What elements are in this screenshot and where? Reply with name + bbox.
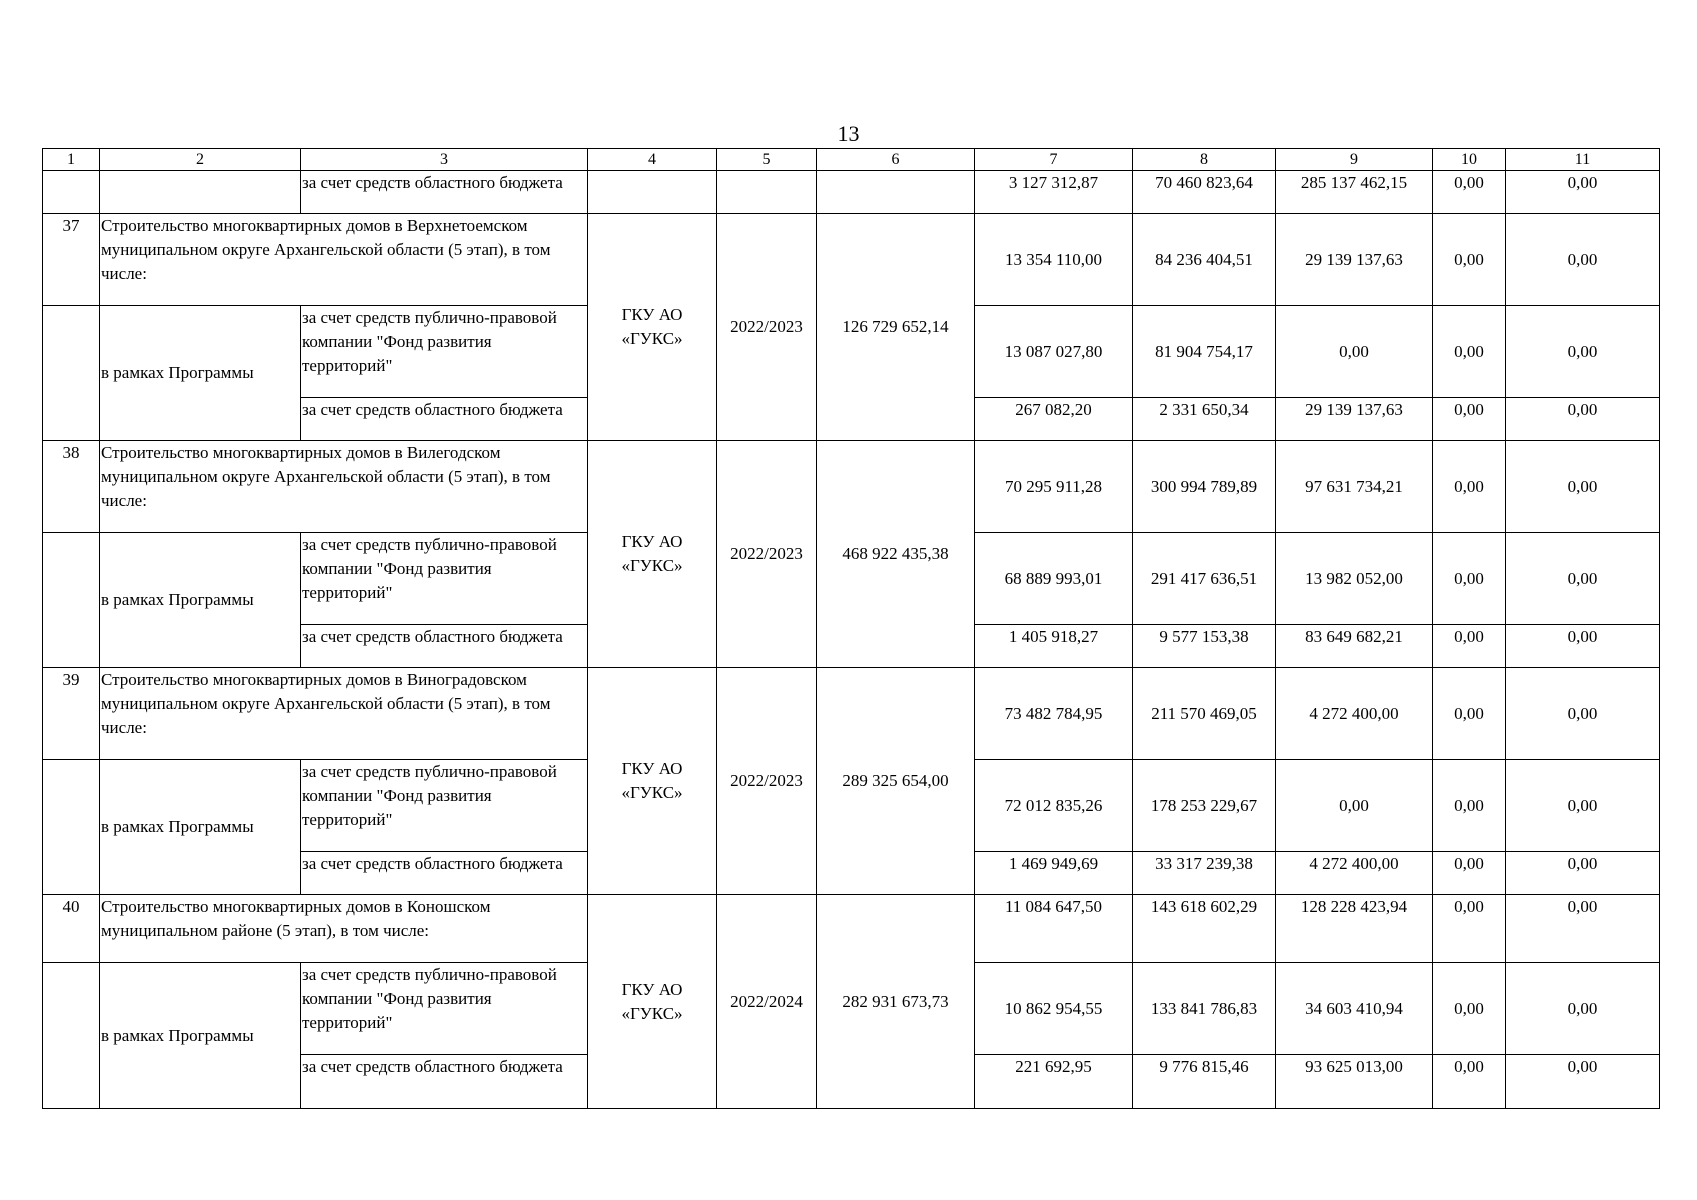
- amount-cell: 0,00: [1506, 441, 1660, 533]
- amount-cell: 0,00: [1433, 441, 1506, 533]
- amount-cell: 0,00: [1433, 852, 1506, 895]
- amount-cell: 0,00: [1276, 760, 1433, 852]
- empty-cell: [817, 171, 975, 214]
- amount-cell: 84 236 404,51: [1133, 214, 1276, 306]
- amount-cell: 13 087 027,80: [975, 306, 1133, 398]
- amount-cell: 0,00: [1506, 852, 1660, 895]
- amount-cell: 11 084 647,50: [975, 895, 1133, 963]
- amount-cell: 267 082,20: [975, 398, 1133, 441]
- object-title: Строительство многоквартирных домов в Вилегодском муниципальном округе Архангельской области (5 этап), в том числе:: [100, 441, 588, 533]
- funding-source: за счет средств публично-правовой компании "Фонд развития территорий": [301, 760, 588, 852]
- amount-cell: 4 272 400,00: [1276, 668, 1433, 760]
- amount-cell: 143 618 602,29: [1133, 895, 1276, 963]
- cost: 468 922 435,38: [817, 441, 975, 668]
- object-title: Строительство многоквартирных домов в Виноградовском муниципальном округе Архангельской области (5 этап), в том числе:: [100, 668, 588, 760]
- empty-cell: [588, 171, 717, 214]
- amount-cell: 70 460 823,64: [1133, 171, 1276, 214]
- amount-cell: 0,00: [1506, 533, 1660, 625]
- column-number: 3: [301, 149, 588, 171]
- program-label: в рамках Программы: [100, 760, 301, 895]
- funding-source: за счет средств областного бюджета: [301, 1055, 588, 1109]
- amount-cell: 221 692,95: [975, 1055, 1133, 1109]
- amount-cell: 0,00: [1433, 760, 1506, 852]
- customer: ГКУ АО «ГУКС»: [588, 441, 717, 668]
- amount-cell: 0,00: [1506, 668, 1660, 760]
- object-number: 38: [43, 441, 100, 533]
- object-row: [43, 668, 1660, 760]
- column-number-row: [43, 149, 1660, 171]
- amount-cell: 285 137 462,15: [1276, 171, 1433, 214]
- funding-source: за счет средств областного бюджета: [301, 171, 588, 214]
- amount-cell: 83 649 682,21: [1276, 625, 1433, 668]
- financing-table: [42, 148, 1660, 1109]
- amount-cell: 68 889 993,01: [975, 533, 1133, 625]
- column-number: 2: [100, 149, 301, 171]
- amount-cell: 0,00: [1433, 963, 1506, 1055]
- period: 2022/2023: [717, 214, 817, 441]
- amount-cell: 81 904 754,17: [1133, 306, 1276, 398]
- object-number: 37: [43, 214, 100, 306]
- amount-cell: 133 841 786,83: [1133, 963, 1276, 1055]
- amount-cell: 0,00: [1433, 214, 1506, 306]
- amount-cell: 0,00: [1433, 895, 1506, 963]
- amount-cell: 1 469 949,69: [975, 852, 1133, 895]
- cost: 289 325 654,00: [817, 668, 975, 895]
- period: 2022/2023: [717, 668, 817, 895]
- amount-cell: 0,00: [1506, 398, 1660, 441]
- column-number: 9: [1276, 149, 1433, 171]
- column-number: 6: [817, 149, 975, 171]
- object-title: Строительство многоквартирных домов в Коношском муниципальном районе (5 этап), в том числе:: [100, 895, 588, 963]
- empty-cell: [43, 963, 100, 1109]
- amount-cell: 211 570 469,05: [1133, 668, 1276, 760]
- amount-cell: 0,00: [1276, 306, 1433, 398]
- amount-cell: 73 482 784,95: [975, 668, 1133, 760]
- amount-cell: 178 253 229,67: [1133, 760, 1276, 852]
- funding-source: за счет средств публично-правовой компании "Фонд развития территорий": [301, 963, 588, 1055]
- amount-cell: 10 862 954,55: [975, 963, 1133, 1055]
- object-row: [43, 214, 1660, 306]
- amount-cell: 93 625 013,00: [1276, 1055, 1433, 1109]
- amount-cell: 0,00: [1433, 306, 1506, 398]
- amount-cell: 0,00: [1506, 963, 1660, 1055]
- amount-cell: 72 012 835,26: [975, 760, 1133, 852]
- amount-cell: 2 331 650,34: [1133, 398, 1276, 441]
- amount-cell: 0,00: [1506, 306, 1660, 398]
- amount-cell: 0,00: [1433, 171, 1506, 214]
- amount-cell: 13 354 110,00: [975, 214, 1133, 306]
- empty-cell: [43, 306, 100, 441]
- amount-cell: 291 417 636,51: [1133, 533, 1276, 625]
- period: 2022/2023: [717, 441, 817, 668]
- amount-cell: 29 139 137,63: [1276, 398, 1433, 441]
- funding-source: за счет средств публично-правовой компании "Фонд развития территорий": [301, 306, 588, 398]
- amount-cell: 0,00: [1506, 895, 1660, 963]
- object-number: 39: [43, 668, 100, 760]
- amount-cell: 0,00: [1433, 533, 1506, 625]
- column-number: 1: [43, 149, 100, 171]
- funding-source: за счет средств публично-правовой компании "Фонд развития территорий": [301, 533, 588, 625]
- funding-source: за счет средств областного бюджета: [301, 852, 588, 895]
- object-number: 40: [43, 895, 100, 963]
- amount-cell: 4 272 400,00: [1276, 852, 1433, 895]
- amount-cell: 0,00: [1433, 398, 1506, 441]
- empty-cell: [43, 171, 100, 214]
- amount-cell: 33 317 239,38: [1133, 852, 1276, 895]
- program-label: в рамках Программы: [100, 533, 301, 668]
- amount-cell: 0,00: [1506, 625, 1660, 668]
- funding-source: за счет средств областного бюджета: [301, 398, 588, 441]
- column-number: 7: [975, 149, 1133, 171]
- object-title: Строительство многоквартирных домов в Верхнетоемском муниципальном округе Архангельской области (5 этап), в том числе:: [100, 214, 588, 306]
- amount-cell: 29 139 137,63: [1276, 214, 1433, 306]
- program-label: в рамках Программы: [100, 963, 301, 1109]
- amount-cell: 0,00: [1433, 625, 1506, 668]
- amount-cell: 3 127 312,87: [975, 171, 1133, 214]
- amount-cell: 0,00: [1433, 668, 1506, 760]
- amount-cell: 70 295 911,28: [975, 441, 1133, 533]
- empty-cell: [100, 171, 301, 214]
- funding-source: за счет средств областного бюджета: [301, 625, 588, 668]
- amount-cell: 300 994 789,89: [1133, 441, 1276, 533]
- cost: 126 729 652,14: [817, 214, 975, 441]
- amount-cell: 0,00: [1506, 171, 1660, 214]
- column-number: 11: [1506, 149, 1660, 171]
- amount-cell: 34 603 410,94: [1276, 963, 1433, 1055]
- column-number: 10: [1433, 149, 1506, 171]
- customer: ГКУ АО «ГУКС»: [588, 668, 717, 895]
- program-label: в рамках Программы: [100, 306, 301, 441]
- column-number: 4: [588, 149, 717, 171]
- page-number: 13: [837, 121, 860, 146]
- amount-cell: 0,00: [1506, 760, 1660, 852]
- amount-cell: 9 776 815,46: [1133, 1055, 1276, 1109]
- amount-cell: 13 982 052,00: [1276, 533, 1433, 625]
- carry-over-row: [43, 171, 1660, 214]
- column-number: 5: [717, 149, 817, 171]
- empty-cell: [43, 760, 100, 895]
- cost: 282 931 673,73: [817, 895, 975, 1109]
- amount-cell: 1 405 918,27: [975, 625, 1133, 668]
- amount-cell: 97 631 734,21: [1276, 441, 1433, 533]
- empty-cell: [43, 533, 100, 668]
- amount-cell: 128 228 423,94: [1276, 895, 1433, 963]
- amount-cell: 9 577 153,38: [1133, 625, 1276, 668]
- customer: ГКУ АО «ГУКС»: [588, 214, 717, 441]
- object-row: [43, 441, 1660, 533]
- amount-cell: 0,00: [1506, 1055, 1660, 1109]
- object-row: [43, 895, 1660, 963]
- column-number: 8: [1133, 149, 1276, 171]
- customer: ГКУ АО «ГУКС»: [588, 895, 717, 1109]
- period: 2022/2024: [717, 895, 817, 1109]
- empty-cell: [717, 171, 817, 214]
- amount-cell: 0,00: [1506, 214, 1660, 306]
- amount-cell: 0,00: [1433, 1055, 1506, 1109]
